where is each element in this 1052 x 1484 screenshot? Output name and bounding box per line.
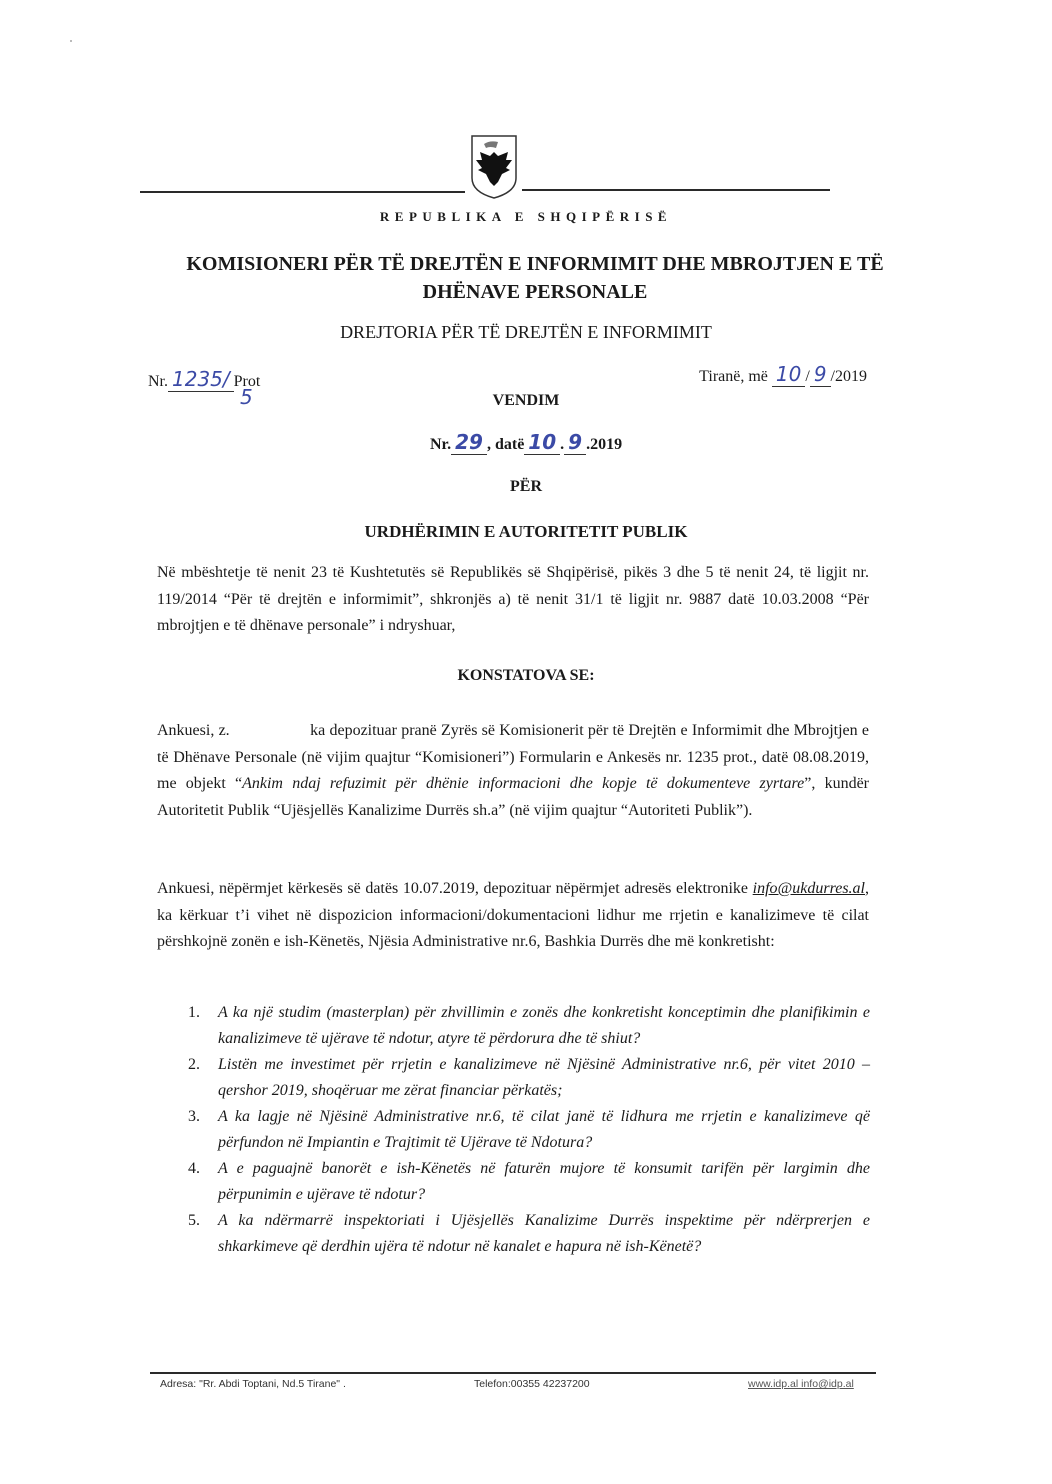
decision-nr-handwritten: 29 — [451, 430, 487, 455]
header-rule-right — [522, 189, 830, 191]
institution-title: KOMISIONERI PËR TË DREJTËN E INFORMIMIT DHE MBROJTJEN E TË DHËNAVE PERSONALE — [186, 253, 884, 303]
question-number: 3. — [188, 1108, 200, 1125]
decision-day-handwritten: 10 — [524, 430, 560, 455]
place-label: Tiranë, më — [699, 368, 768, 385]
place-date — [699, 362, 867, 387]
albanian-eagle-emblem-icon — [470, 134, 518, 200]
republic-heading: REPUBLIKA E SHQIPËRISË — [379, 209, 673, 224]
decision-date-label: , datë — [486, 436, 525, 453]
header-rule-left — [140, 191, 465, 193]
question-number: 5. — [188, 1212, 200, 1229]
place-day-handwritten: 10 — [772, 362, 805, 387]
question-number: 1. — [188, 1004, 200, 1021]
complaint-text: Ankuesi, z. ka depozituar pranë Zyrës së Komisionerit për të Drejtën e Informimit dhe Mbrojtjen e të Dhënave Personale (në vijim quajtur “Komisioneri”) Formularin e Ankesës nr. 1235 prot., datë 08.08.2019, me objekt “ — [157, 722, 873, 792]
protocol-nr-label: Nr. — [148, 373, 168, 390]
questions-list — [188, 1000, 870, 1260]
decision-month-handwritten: 9 — [564, 430, 586, 455]
question-text: A ka një studim (masterplan) për zhvillimin e zonës dhe konkretisht konceptimin dhe planifikimin e kanalizimeve të ujërave të ndotur, atyre të përdorura dhe të shiut? — [218, 1004, 870, 1047]
protocol-sub-number: 5 — [240, 385, 253, 409]
konstatova-heading: KONSTATOVA SE: — [457, 667, 595, 684]
question-item — [188, 1052, 870, 1104]
complaint-object: Ankim ndaj refuzimit për dhënie informacioni dhe kopje të dokumenteve zyrtare — [242, 775, 805, 792]
request-paragraph — [157, 876, 869, 956]
legal-basis-paragraph: Në mbështetje të nenit 23 të Kushtetutës së Republikës së Shqipërisë, pikës 3 dhe 5 të nenit 24, të ligjit nr. 119/2014 “Për të drejtën e informimit”, shkronjës a) të nenit 31/1 të ligjit nr. 9887 datë 10.03.2008 “Për mbrojtjen e të dhënave personale” i ndryshuar, — [157, 564, 869, 634]
question-item — [188, 1156, 870, 1208]
decision-number — [0, 430, 1052, 455]
decision-date-dot: . — [560, 436, 565, 453]
decision-subject: URDHËRIMIN E AUTORITETIT PUBLIK — [364, 522, 688, 541]
question-number: 4. — [188, 1160, 200, 1177]
footer-rule — [150, 1372, 876, 1374]
footer-address: Adresa: "Rr. Abdi Toptani, Nd.5 Tirane" . — [160, 1378, 346, 1390]
scan-speck — [70, 40, 72, 42]
question-item — [188, 1208, 870, 1260]
complaint-paragraph — [157, 718, 873, 824]
decision-nr-label: Nr. — [429, 436, 452, 453]
place-month-handwritten: 9 — [810, 362, 831, 387]
question-text: A ka lagje në Njësinë Administrative nr.6, të cilat janë të lidhura me rrjetin e kanalizimeve që përfundon në Impiantin e Trajtimit të Ujërave të Ndotura? — [218, 1108, 870, 1151]
question-number: 2. — [188, 1056, 200, 1073]
complaint-text-end: ”, kundër Autoritetit Publik “Ujësjellës Kanalizime Durrës sh.a” (në vijim quajtur “Autoriteti Publik”). — [157, 775, 873, 819]
decision-year: .2019 — [586, 436, 623, 453]
email-link[interactable]: info@ukdurres.al — [752, 880, 865, 897]
place-year: /2019 — [830, 368, 867, 385]
decision-title: VENDIM — [492, 392, 560, 409]
footer-links[interactable]: www.idp.al info@idp.al — [748, 1378, 854, 1390]
question-text: A e paguajnë banorët e ish-Kënetës në faturën mujore të konsumit tarifën për largimin dhe përpunimin e ujërave të ndotur? — [218, 1160, 870, 1203]
question-item — [188, 1000, 870, 1052]
request-text-end: , ka kërkuar t’i vihet në dispozicion informacioni/dokumentacioni lidhur me rrjetin e kanalizimeve të cilat përshkojnë zonën e ish-Kënetës, Njësia Administrative nr.6, Bashkia Durrës dhe më konkretisht: — [157, 880, 869, 950]
question-text: Listën me investimet për rrjetin e kanalizimeve në Njësinë Administrative nr.6, për vitet 2010 – qershor 2019, shoqëruar me zërat financiar përkatës; — [218, 1056, 870, 1099]
footer-phone: Telefon:00355 42237200 — [474, 1378, 590, 1390]
directorate-title: DREJTORIA PËR TË DREJTËN E INFORMIMIT — [340, 322, 712, 342]
question-text: A ka ndërmarrë inspektoriati i Ujësjellës Kanalizime Durrës inspektime për ndërprerjen e shkarkimeve që derdhin ujëra të ndotur në kanalet e hapura në ish-Kënetë? — [218, 1212, 870, 1255]
question-item — [188, 1104, 870, 1156]
date-separator: / — [805, 368, 810, 385]
decision-per: PËR — [510, 478, 542, 495]
protocol-prot-label: Prot — [233, 373, 261, 390]
request-text: Ankuesi, nëpërmjet kërkesës së datës 10.07.2019, depozituar nëpërmjet adresës elektronike — [157, 880, 753, 897]
protocol-nr-handwritten: 1235/ — [168, 367, 234, 392]
